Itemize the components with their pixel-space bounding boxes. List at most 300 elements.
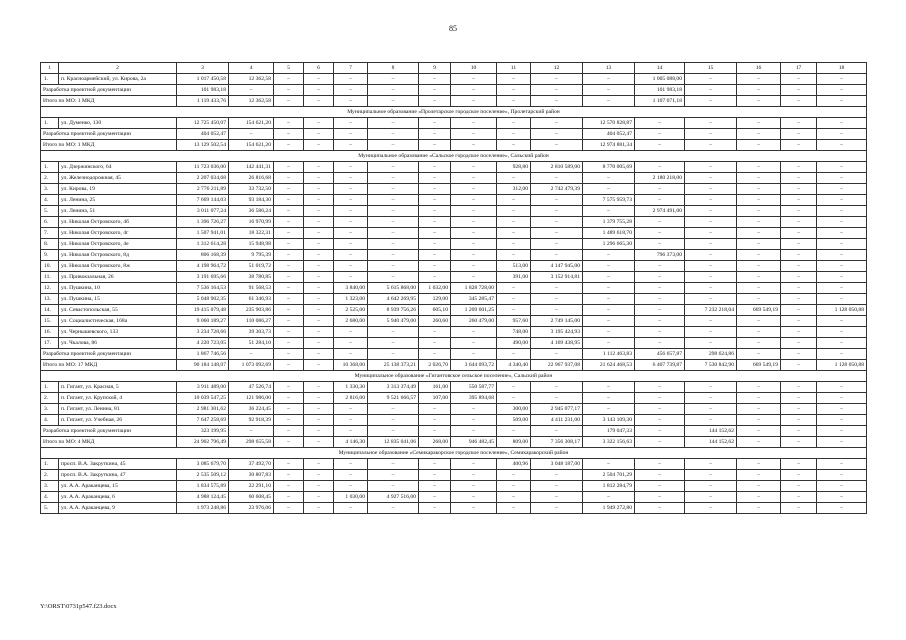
column-number: 10 bbox=[451, 63, 497, 74]
table-cell: – bbox=[781, 415, 817, 426]
table-cell: – bbox=[419, 129, 451, 140]
table-cell: – bbox=[419, 272, 451, 283]
table-cell: – bbox=[304, 261, 334, 272]
table-cell: 7 530 842,90 bbox=[685, 360, 737, 371]
table-cell: – bbox=[274, 74, 304, 85]
table-cell: 1 949 272,80 bbox=[583, 503, 635, 514]
table-cell: – bbox=[685, 382, 737, 393]
table-cell: – bbox=[497, 140, 531, 151]
table-cell: 22 967 937,08 bbox=[531, 360, 583, 371]
table-cell: – bbox=[781, 173, 817, 184]
row-index: 5. bbox=[41, 206, 59, 217]
table-cell: – bbox=[635, 459, 685, 470]
table-cell: – bbox=[419, 349, 451, 360]
table-cell: – bbox=[304, 96, 334, 107]
table-cell: – bbox=[781, 206, 817, 217]
table-cell: – bbox=[419, 404, 451, 415]
table-cell: – bbox=[304, 162, 334, 173]
table-cell: 490,00 bbox=[497, 338, 531, 349]
table-row bbox=[41, 470, 867, 481]
table-cell: 2 525,00 bbox=[334, 305, 368, 316]
address-cell: ул. Железнодорожная, 45 bbox=[59, 173, 177, 184]
table-cell: – bbox=[685, 272, 737, 283]
table-cell: – bbox=[635, 503, 685, 514]
table-cell: – bbox=[334, 118, 368, 129]
table-cell: – bbox=[583, 96, 635, 107]
table-cell: – bbox=[531, 349, 583, 360]
table-cell: – bbox=[334, 195, 368, 206]
table-row bbox=[41, 338, 867, 349]
table-cell: – bbox=[531, 492, 583, 503]
table-cell: 298 624,86 bbox=[685, 349, 737, 360]
address-cell: ул. Николая Островского, 4б bbox=[59, 217, 177, 228]
table-cell: – bbox=[274, 382, 304, 393]
table-cell: 161,00 bbox=[419, 382, 451, 393]
table-cell: – bbox=[737, 338, 781, 349]
table-cell: – bbox=[274, 184, 304, 195]
table-cell: – bbox=[334, 426, 368, 437]
table-cell: – bbox=[419, 206, 451, 217]
table-cell: – bbox=[817, 184, 867, 195]
table-cell: – bbox=[368, 338, 419, 349]
table-cell: 2 776 211,89 bbox=[177, 184, 229, 195]
table-cell: – bbox=[304, 338, 334, 349]
table-cell: – bbox=[419, 327, 451, 338]
table-cell: – bbox=[737, 140, 781, 151]
table-cell: – bbox=[817, 118, 867, 129]
table-cell: – bbox=[274, 404, 304, 415]
table-row bbox=[41, 118, 867, 129]
table-cell: – bbox=[304, 239, 334, 250]
summary-row bbox=[41, 140, 867, 151]
table-row bbox=[41, 393, 867, 404]
table-cell: – bbox=[304, 85, 334, 96]
table-cell: – bbox=[334, 140, 368, 151]
table-cell: 12 362,58 bbox=[229, 96, 274, 107]
table-cell: – bbox=[817, 492, 867, 503]
table-cell: – bbox=[368, 140, 419, 151]
table-cell: – bbox=[817, 261, 867, 272]
column-number: 16 bbox=[737, 63, 781, 74]
table-cell: – bbox=[419, 74, 451, 85]
table-cell: – bbox=[274, 338, 304, 349]
table-cell: – bbox=[497, 96, 531, 107]
table-cell: 312,00 bbox=[497, 184, 531, 195]
table-cell: – bbox=[635, 283, 685, 294]
table-cell: – bbox=[781, 459, 817, 470]
table-cell: 1 119 433,76 bbox=[177, 96, 229, 107]
page-number: 85 bbox=[449, 24, 457, 33]
table-cell: – bbox=[685, 74, 737, 85]
table-cell: – bbox=[334, 85, 368, 96]
table-cell: – bbox=[451, 503, 497, 514]
table-row bbox=[41, 195, 867, 206]
table-row bbox=[41, 492, 867, 503]
table-cell: – bbox=[451, 349, 497, 360]
table-cell: – bbox=[817, 481, 867, 492]
row-index: 1. bbox=[41, 162, 59, 173]
table-cell: – bbox=[304, 316, 334, 327]
table-cell: – bbox=[817, 129, 867, 140]
table-cell: – bbox=[304, 492, 334, 503]
table-cell: – bbox=[497, 294, 531, 305]
table-cell: 928,80 bbox=[497, 162, 531, 173]
table-cell: – bbox=[334, 261, 368, 272]
table-cell: – bbox=[451, 426, 497, 437]
section-title: Муниципальное образование «Пролетарское городское поселение», Пролетарский район bbox=[41, 107, 867, 118]
table-cell: – bbox=[817, 250, 867, 261]
summary-label: Разработка проектной документации bbox=[41, 349, 177, 360]
table-cell: – bbox=[737, 85, 781, 96]
table-cell: 4 988 124,45 bbox=[177, 492, 229, 503]
table-cell: 24 902 796,49 bbox=[177, 437, 229, 448]
table-cell: 391,00 bbox=[497, 272, 531, 283]
table-cell: – bbox=[817, 338, 867, 349]
table-cell: – bbox=[274, 118, 304, 129]
table-cell: – bbox=[451, 129, 497, 140]
table-cell: 101 983,18 bbox=[635, 85, 685, 96]
table-cell: 3 152 914,81 bbox=[531, 272, 583, 283]
table-cell: – bbox=[737, 250, 781, 261]
address-cell: ул. Николая Островского, 4г bbox=[59, 228, 177, 239]
table-cell: 61 346,93 bbox=[229, 294, 274, 305]
summary-label: Разработка проектной документации bbox=[41, 85, 177, 96]
table-cell: – bbox=[531, 195, 583, 206]
table-cell: – bbox=[781, 503, 817, 514]
address-cell: ул. Пушкина, 15 bbox=[59, 294, 177, 305]
row-index: 15. bbox=[41, 316, 59, 327]
table-cell: – bbox=[685, 239, 737, 250]
table-cell: – bbox=[531, 426, 583, 437]
table-cell: – bbox=[685, 283, 737, 294]
table-cell: – bbox=[368, 162, 419, 173]
row-index: 2. bbox=[41, 173, 59, 184]
table-cell: – bbox=[817, 283, 867, 294]
section-title: Муниципальное образование «Гигантовское сельское поселение», Сальский район bbox=[41, 371, 867, 382]
column-number: 18 bbox=[817, 63, 867, 74]
table-cell: – bbox=[781, 492, 817, 503]
table-cell: – bbox=[685, 129, 737, 140]
table-cell: – bbox=[685, 206, 737, 217]
table-cell: – bbox=[334, 250, 368, 261]
table-cell: – bbox=[781, 118, 817, 129]
table-cell: 1 489 618,70 bbox=[583, 228, 635, 239]
table-cell: – bbox=[451, 140, 497, 151]
table-cell: – bbox=[304, 118, 334, 129]
table-cell: – bbox=[685, 228, 737, 239]
table-cell: – bbox=[274, 272, 304, 283]
summary-row bbox=[41, 85, 867, 96]
table-cell: 5 940 479,00 bbox=[368, 316, 419, 327]
table-cell: 7 669 144,03 bbox=[177, 195, 229, 206]
table-cell: – bbox=[334, 272, 368, 283]
table-cell: – bbox=[274, 162, 304, 173]
table-cell: – bbox=[817, 162, 867, 173]
row-index: 4. bbox=[41, 492, 59, 503]
table-cell: – bbox=[497, 283, 531, 294]
table-cell: 51 019,72 bbox=[229, 261, 274, 272]
table-cell: – bbox=[451, 206, 497, 217]
table-cell: – bbox=[635, 118, 685, 129]
address-cell: ул. А.А. Араканцева, 6 bbox=[59, 492, 177, 503]
table-cell: – bbox=[781, 217, 817, 228]
table-cell: 268,00 bbox=[419, 437, 451, 448]
table-cell: – bbox=[685, 162, 737, 173]
table-cell: – bbox=[497, 393, 531, 404]
table-cell: – bbox=[737, 206, 781, 217]
table-cell: 2 026,70 bbox=[419, 360, 451, 371]
table-cell: 121 986,00 bbox=[229, 393, 274, 404]
table-cell: – bbox=[451, 184, 497, 195]
table-cell: – bbox=[419, 459, 451, 470]
table-cell: – bbox=[304, 327, 334, 338]
table-cell: – bbox=[817, 206, 867, 217]
table-cell: 8 939 756,26 bbox=[368, 305, 419, 316]
table-cell: – bbox=[781, 184, 817, 195]
table-cell: – bbox=[368, 327, 419, 338]
table-cell: – bbox=[635, 140, 685, 151]
table-cell: 796 373,00 bbox=[635, 250, 685, 261]
table-cell: 1 396 726,27 bbox=[177, 217, 229, 228]
table-cell: 37 492,70 bbox=[229, 459, 274, 470]
table-row bbox=[41, 173, 867, 184]
table-cell: – bbox=[817, 382, 867, 393]
table-cell: – bbox=[531, 228, 583, 239]
table-cell: – bbox=[451, 173, 497, 184]
table-cell: 3 644 093,72 bbox=[451, 360, 497, 371]
address-cell: ул. Пушкина, 10 bbox=[59, 283, 177, 294]
table-cell: – bbox=[304, 195, 334, 206]
table-row bbox=[41, 503, 867, 514]
table-cell: – bbox=[304, 283, 334, 294]
table-cell: 1 973 248,86 bbox=[177, 503, 229, 514]
table-cell: – bbox=[737, 470, 781, 481]
table-cell: – bbox=[497, 426, 531, 437]
table-cell: – bbox=[737, 294, 781, 305]
address-cell: ул. А.А. Араканцева, 9 bbox=[59, 503, 177, 514]
table-cell: – bbox=[781, 338, 817, 349]
table-cell: – bbox=[419, 173, 451, 184]
table-cell: 669 549,19 bbox=[737, 305, 781, 316]
column-number: 5 bbox=[274, 63, 304, 74]
table-cell: – bbox=[817, 349, 867, 360]
table-cell: – bbox=[737, 74, 781, 85]
table-cell: 2 810 589,00 bbox=[531, 162, 583, 173]
table-cell: 404 052,47 bbox=[177, 129, 229, 140]
table-cell: – bbox=[531, 382, 583, 393]
table-cell: – bbox=[304, 173, 334, 184]
table-cell: – bbox=[451, 217, 497, 228]
table-cell: 6 407 739,87 bbox=[635, 360, 685, 371]
row-index: 1. bbox=[41, 74, 59, 85]
table-cell: 1 128 050,88 bbox=[817, 305, 867, 316]
table-cell: – bbox=[229, 129, 274, 140]
row-index: 2. bbox=[41, 393, 59, 404]
table-cell: – bbox=[304, 437, 334, 448]
table-cell: – bbox=[274, 327, 304, 338]
table-cell: 9 060 189,27 bbox=[177, 316, 229, 327]
table-cell: 3 840,00 bbox=[334, 283, 368, 294]
table-cell: – bbox=[304, 228, 334, 239]
table-cell: 298 655,58 bbox=[229, 437, 274, 448]
table-cell: – bbox=[685, 503, 737, 514]
table-cell: – bbox=[334, 162, 368, 173]
table-cell: – bbox=[451, 261, 497, 272]
table-cell: 1 005 088,00 bbox=[635, 74, 685, 85]
table-cell: 2 945 077,17 bbox=[531, 404, 583, 415]
table-cell: – bbox=[368, 481, 419, 492]
table-cell: – bbox=[583, 382, 635, 393]
row-index: 17. bbox=[41, 338, 59, 349]
table-cell: – bbox=[635, 228, 685, 239]
section-header-row bbox=[41, 107, 867, 118]
table-cell: 110 086,27 bbox=[229, 316, 274, 327]
table-cell: 22 291,10 bbox=[229, 481, 274, 492]
table-cell: – bbox=[368, 415, 419, 426]
summary-row bbox=[41, 437, 867, 448]
table-cell: – bbox=[451, 195, 497, 206]
table-cell: – bbox=[334, 404, 368, 415]
address-cell: ул. Чернышевского, 133 bbox=[59, 327, 177, 338]
table-cell: – bbox=[368, 239, 419, 250]
table-cell: – bbox=[497, 74, 531, 85]
table-cell: – bbox=[685, 338, 737, 349]
table-cell: 2 974 491,00 bbox=[635, 206, 685, 217]
address-cell: ул. Николая Островского, 8д bbox=[59, 250, 177, 261]
table-cell: – bbox=[419, 140, 451, 151]
table-cell: 12 362,58 bbox=[229, 74, 274, 85]
table-cell: – bbox=[817, 327, 867, 338]
table-cell: – bbox=[781, 85, 817, 96]
table-cell: – bbox=[781, 470, 817, 481]
table-cell: 2 680,00 bbox=[334, 316, 368, 327]
table-cell: – bbox=[583, 459, 635, 470]
table-cell: 129,00 bbox=[419, 294, 451, 305]
row-index: 3. bbox=[41, 481, 59, 492]
table-cell: – bbox=[274, 316, 304, 327]
table-cell: – bbox=[531, 129, 583, 140]
address-cell: ул. Ленина, 25 bbox=[59, 195, 177, 206]
table-cell: – bbox=[635, 316, 685, 327]
table-cell: 154 621,20 bbox=[229, 140, 274, 151]
table-cell: – bbox=[304, 74, 334, 85]
table-cell: – bbox=[685, 481, 737, 492]
table-cell: – bbox=[781, 239, 817, 250]
table-cell: 4 340,40 bbox=[497, 360, 531, 371]
table-cell: – bbox=[419, 415, 451, 426]
table-cell: 809,00 bbox=[497, 437, 531, 448]
table-cell: – bbox=[635, 239, 685, 250]
table-cell: – bbox=[737, 162, 781, 173]
table-cell: – bbox=[304, 404, 334, 415]
table-cell: – bbox=[817, 239, 867, 250]
address-cell: п. Гигант, ул. Крупской, 4 bbox=[59, 393, 177, 404]
summary-label: Итого по МО: 1 МКД bbox=[41, 140, 177, 151]
table-row bbox=[41, 327, 867, 338]
table-cell: 38 780,85 bbox=[229, 272, 274, 283]
table-cell: 3 911 489,00 bbox=[177, 382, 229, 393]
summary-row bbox=[41, 360, 867, 371]
table-cell: 1 032,00 bbox=[419, 283, 451, 294]
table-cell: 3 195 424,93 bbox=[531, 327, 583, 338]
summary-label: Итого по МО: 17 МКД bbox=[41, 360, 177, 371]
table-cell: – bbox=[583, 272, 635, 283]
table-cell: 9 521 666,57 bbox=[368, 393, 419, 404]
table-cell: 1 379 755,28 bbox=[583, 217, 635, 228]
table-cell: 323 199,95 bbox=[177, 426, 229, 437]
table-cell: 12 570 828,87 bbox=[583, 118, 635, 129]
table-cell: – bbox=[304, 250, 334, 261]
table-cell: – bbox=[737, 96, 781, 107]
table-cell: – bbox=[497, 250, 531, 261]
table-cell: 509,00 bbox=[497, 415, 531, 426]
table-cell: – bbox=[334, 228, 368, 239]
table-cell: 7 575 959,73 bbox=[583, 195, 635, 206]
table-cell: – bbox=[419, 96, 451, 107]
table-cell: – bbox=[781, 327, 817, 338]
address-cell: ул. Николая Островского, 8ж bbox=[59, 261, 177, 272]
table-cell: – bbox=[737, 481, 781, 492]
table-cell: – bbox=[419, 118, 451, 129]
table-cell: – bbox=[368, 228, 419, 239]
column-number: 13 bbox=[583, 63, 635, 74]
table-cell: 7 356 308,17 bbox=[531, 437, 583, 448]
table-cell: – bbox=[497, 173, 531, 184]
table-cell: – bbox=[531, 118, 583, 129]
table-cell: – bbox=[368, 217, 419, 228]
table-cell: – bbox=[531, 503, 583, 514]
table-cell: – bbox=[451, 272, 497, 283]
table-cell: – bbox=[497, 481, 531, 492]
table-cell: – bbox=[497, 129, 531, 140]
table-cell: 946 482,45 bbox=[451, 437, 497, 448]
table-cell: – bbox=[274, 459, 304, 470]
table-row bbox=[41, 415, 867, 426]
table-cell: – bbox=[304, 140, 334, 151]
column-number: 6 bbox=[304, 63, 334, 74]
table-cell: – bbox=[304, 294, 334, 305]
table-cell: – bbox=[368, 173, 419, 184]
table-cell: – bbox=[781, 74, 817, 85]
table-cell: – bbox=[274, 129, 304, 140]
table-cell: – bbox=[737, 195, 781, 206]
capital-repair-table bbox=[40, 62, 867, 514]
table-cell: – bbox=[737, 173, 781, 184]
table-cell: – bbox=[304, 470, 334, 481]
row-index: 7. bbox=[41, 228, 59, 239]
table-cell: 60 608,45 bbox=[229, 492, 274, 503]
table-cell: – bbox=[781, 349, 817, 360]
table-cell: – bbox=[737, 228, 781, 239]
table-cell: 4 198 964,72 bbox=[177, 261, 229, 272]
table-cell: – bbox=[497, 85, 531, 96]
table-cell: 3 322 156,63 bbox=[583, 437, 635, 448]
row-index: 9. bbox=[41, 250, 59, 261]
table-cell: 1 834 575,89 bbox=[177, 481, 229, 492]
table-cell: – bbox=[274, 283, 304, 294]
table-row bbox=[41, 316, 867, 327]
table-cell: 2 504 701,29 bbox=[583, 470, 635, 481]
table-cell: 2 535 509,12 bbox=[177, 470, 229, 481]
table-cell: – bbox=[635, 294, 685, 305]
table-cell: – bbox=[419, 195, 451, 206]
table-cell: – bbox=[368, 349, 419, 360]
table-cell: – bbox=[817, 393, 867, 404]
row-index: 4. bbox=[41, 415, 59, 426]
address-cell: ул. Привокзальная, 26 bbox=[59, 272, 177, 283]
table-cell: 8 770 005,69 bbox=[583, 162, 635, 173]
table-cell: – bbox=[497, 228, 531, 239]
